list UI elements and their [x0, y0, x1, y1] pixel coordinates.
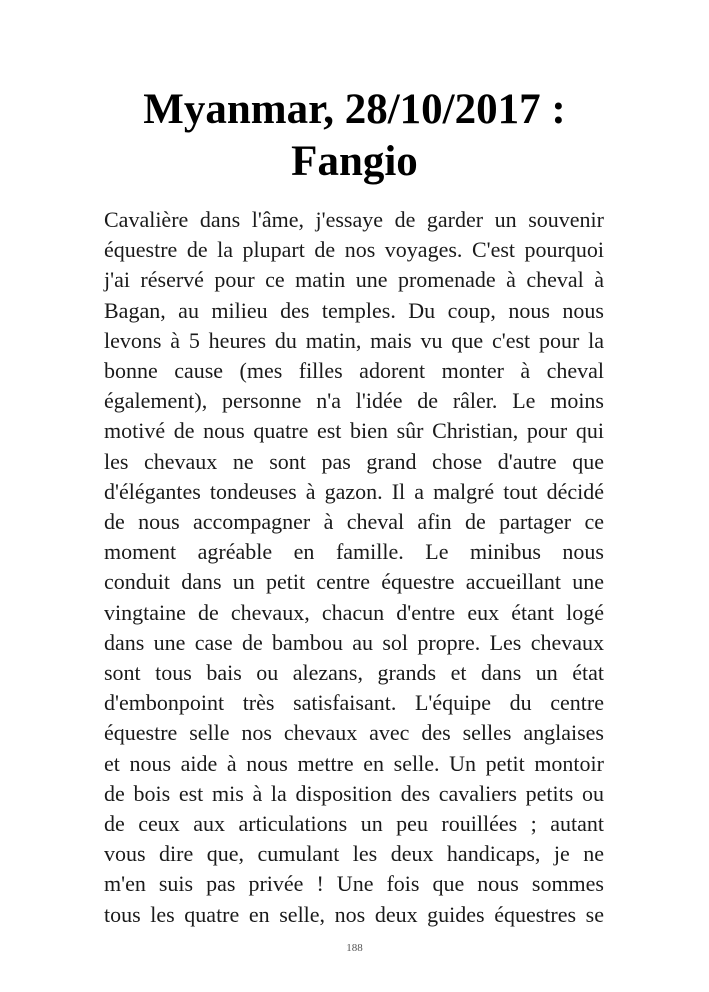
chapter-title-line-1: Myanmar, 28/10/2017 :	[143, 86, 566, 133]
chapter-title-line-2: Fangio	[291, 138, 418, 185]
text-line: Bagan, au milieu des temples. Du coup, nous nous	[104, 297, 604, 323]
text-line: de nous accompagner à cheval afin de partager ce	[104, 509, 604, 535]
text-line: vingtaine de chevaux, chacun d'entre eux étant logé	[104, 599, 604, 625]
text-line: d'embonpoint très satisfaisant. L'équipe du centre	[104, 690, 604, 716]
text-line: bonne cause (mes filles adorent monter à cheval	[104, 358, 604, 384]
text-line: de bois est mis à la disposition des cavaliers petits ou	[104, 780, 604, 806]
text-line: les chevaux ne sont pas grand chose d'autre que	[104, 448, 604, 474]
text-line: également), personne n'a l'idée de râler. Le moins	[104, 388, 604, 414]
text-line: équestre de la plupart de nos voyages. C'est pourquoi	[104, 237, 604, 263]
text-line: vous dire que, cumulant les deux handicaps, je ne	[104, 841, 604, 867]
text-line: de ceux aux articulations un peu rouillées ; autant	[104, 811, 604, 837]
text-line: moment agréable en famille. Le minibus nous	[104, 539, 604, 565]
text-line: d'élégantes tondeuses à gazon. Il a malgré tout décidé	[104, 478, 604, 504]
text-line: équestre selle nos chevaux avec des selles anglaises	[104, 720, 604, 746]
text-line: conduit dans un petit centre équestre accueillant une	[104, 569, 604, 595]
text-line: et nous aide à nous mettre en selle. Un petit montoir	[104, 750, 604, 776]
page-number: 188	[346, 942, 363, 954]
text-line: motivé de nous quatre est bien sûr Christian, pour qui	[104, 418, 604, 444]
text-line: j'ai réservé pour ce matin une promenade à cheval à	[104, 267, 604, 293]
body-paragraph	[104, 205, 604, 930]
text-line: Cavalière dans l'âme, j'essaye de garder un souvenir	[104, 207, 604, 232]
text-line: tous les quatre en selle, nos deux guides équestres se	[104, 901, 604, 927]
text-line: sont tous bais ou alezans, grands et dans un état	[104, 660, 604, 686]
chapter-title	[0, 84, 709, 188]
text-line: m'en suis pas privée ! Une fois que nous sommes	[104, 871, 604, 897]
text-line: levons à 5 heures du matin, mais vu que c'est pour la	[104, 327, 604, 353]
text-line: dans une case de bambou au sol propre. Les chevaux	[104, 629, 604, 655]
